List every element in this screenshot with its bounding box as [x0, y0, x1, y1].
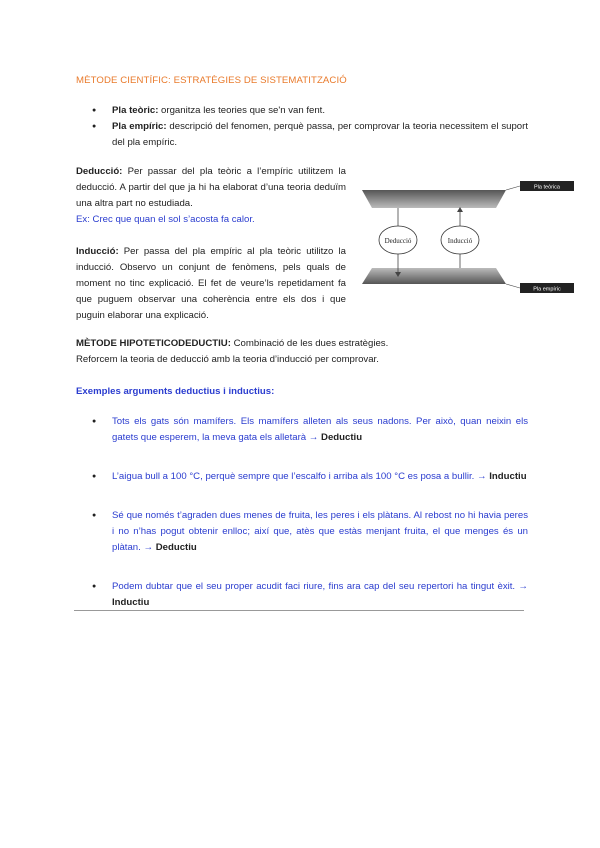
plans-list: [92, 103, 528, 151]
top-plane: [362, 190, 506, 208]
list-item: [92, 103, 528, 119]
example-text: Ex: Crec que quan el sol s’acosta fa calor.: [76, 214, 255, 225]
definition: Per passar del pla teòric a l’empíric utilitzem la deducció. A partir del que ja hi ha elaborat d’una teoria deduïm una altra part no estudiada.: [76, 166, 346, 209]
top-plane-label: Pla teòrica: [534, 184, 560, 191]
induccio-oval-label: Inducció: [447, 237, 473, 245]
example-text: Sé que només t’agraden dues menes de fruita, les peres i els plàtans. Al rebost no hi havia peres i no n’has pogut obtenir enlloc; així que, atès que estàs menjant fruita, el que menges és un plàtan. →: [112, 510, 528, 553]
induccio-paragraph: [76, 244, 346, 324]
hipotetic-section: [76, 336, 536, 368]
term: Pla empíric:: [112, 121, 167, 132]
example-text: L’aigua bull a 100 °C, perquè sempre que l’escalfo i arriba als 100 °C es posa a bullir. →: [112, 471, 490, 482]
deduccio-paragraph: [76, 164, 346, 228]
list-item: [92, 508, 528, 556]
term: Pla teòric:: [112, 105, 159, 116]
list-item: [92, 414, 528, 446]
list-item: [92, 579, 528, 611]
list-item: [92, 469, 528, 485]
example-text: Tots els gats són mamífers. Els mamífers alleten als seus nadons. Per això, quan neixin els gatets que esperem, la meva gata els alletarà →: [112, 416, 528, 443]
diagram-svg: [360, 176, 580, 296]
definition: organitza les teories que se'n van fent.: [158, 105, 326, 116]
list-item: [92, 119, 528, 151]
example-type: Inductiu: [112, 597, 150, 608]
term: Deducció:: [76, 166, 123, 177]
term: MÈTODE HIPOTETICODEDUCTIU:: [76, 338, 231, 349]
page-title: MÈTODE CIENTÍFIC: ESTRATÈGIES DE SISTEMATITZACIÓ: [76, 75, 347, 86]
planes-diagram: [360, 176, 580, 296]
example-type: Inductiu: [489, 471, 527, 482]
example-type: Deductiu: [321, 432, 363, 443]
deduccio-oval-label: Deducció: [384, 237, 412, 245]
bottom-plane: [362, 268, 506, 284]
divider: [74, 610, 524, 611]
definition: Combinació de les dues estratègies.: [230, 338, 389, 349]
example-text: Podem dubtar que el seu proper acudit faci riure, fins ara cap del seu repertori ha tingut èxit. →: [112, 581, 528, 592]
definition: Per passa del pla empíric al pla teòric utilitzo la inducció. Observo un conjunt de fenòmens, pels quals de moment no tinc explicació. El fet de veure’ls repetidament fa que puguem observar una coherència entre els dos i que puguin elaborar una explicació.: [76, 246, 346, 321]
definition-2: Reforcem la teoria de deducció amb la teoria d’inducció per comprovar.: [76, 354, 379, 365]
bottom-plane-label: Pla empíric: [533, 286, 561, 293]
term: Inducció:: [76, 246, 119, 257]
examples-title: Exemples arguments deductius i inductius:: [76, 386, 275, 397]
examples-list: [92, 414, 528, 634]
example-type: Deductiu: [155, 542, 197, 553]
definition: descripció del fenomen, perquè passa, per comprovar la teoria necessitem el suport del pla empíric.: [112, 121, 529, 148]
